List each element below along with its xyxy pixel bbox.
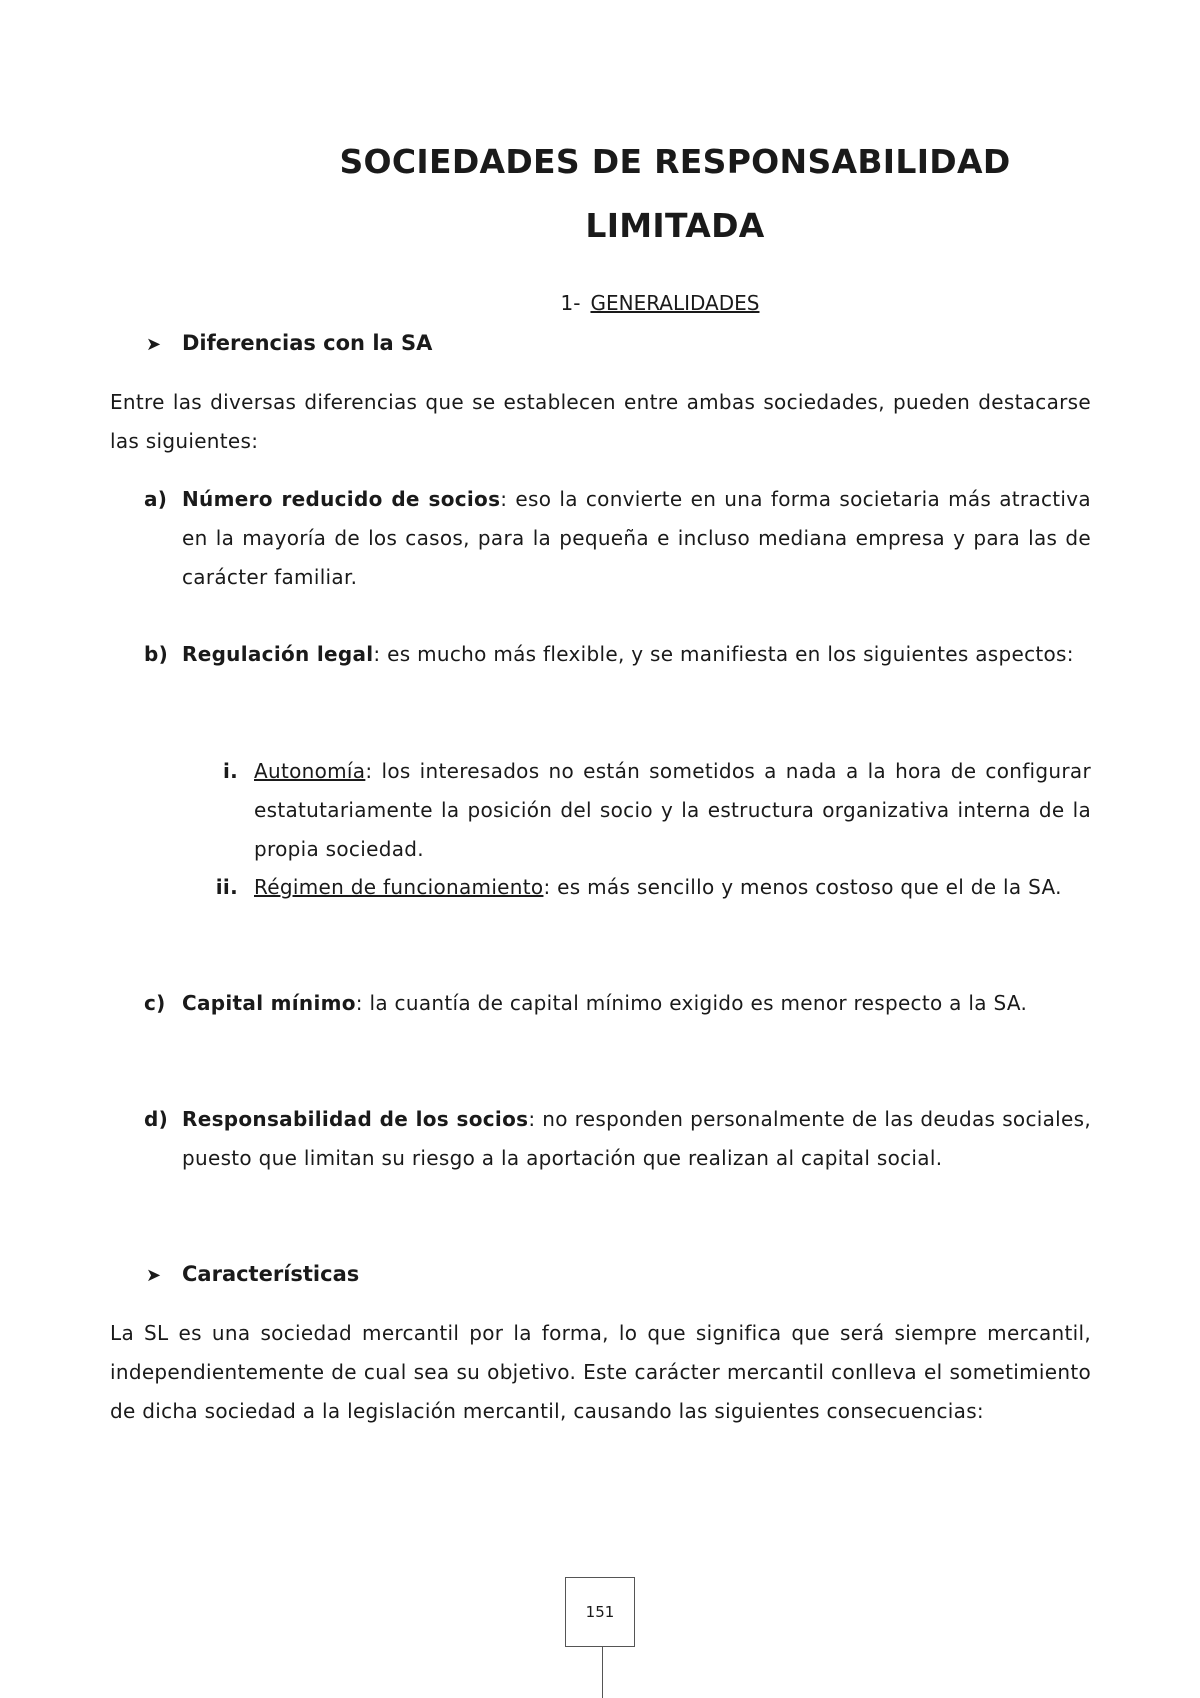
section-heading [0,291,1200,315]
list-item-term: Regulación legal [182,642,374,666]
sublist-item-term: Régimen de funcionamiento [254,875,544,899]
sublist-item-body: : los interesados no están sometidos a nada a la hora de configurar estatutariamente la posición del socio y la estructura organizativa interna de la propia sociedad. [254,759,1091,861]
page-number: 151 [585,1603,615,1621]
sublist-item-text [254,868,1091,907]
list-item-body: : es mucho más flexible, y se manifiesta en los siguientes aspectos: [373,642,1074,666]
subheading-title: Características [182,1262,360,1286]
characteristics-paragraph: La SL es una sociedad mercantil por la forma, lo que significa que será siempre mercantil, independientemente de cual sea su objetivo. Este carácter mercantil conlleva el sometimiento de dicha sociedad a la legislación mercantil, causando las siguientes consecuencias: [110,1321,1091,1423]
section-number: 1- [560,291,581,315]
list-item-label: d) [144,1107,169,1131]
subheading-title: Diferencias con la SA [182,331,433,355]
list-item-c [144,984,1091,1023]
page-number-connector-line [602,1647,603,1698]
list-item-d [144,1100,1091,1178]
section-title: GENERALIDADES [590,291,760,315]
list-item-body: : no responden personalmente de las deudas sociales, puesto que limitan su riesgo a la aportación que realizan al capital social. [182,1107,1091,1170]
sublist-item-label: i. [222,759,238,783]
list-item-term: Capital mínimo [182,991,356,1015]
page-title-line2: LIMITADA [585,206,765,245]
page-number-box [565,1577,635,1647]
list-item-label: c) [144,991,166,1015]
sublist-item-label: ii. [215,875,238,899]
list-item-text [182,635,1091,674]
sublist-item-term: Autonomía [254,759,366,783]
sublist-item-ii [200,868,1091,907]
arrow-bullet-icon: ➤ [146,1265,162,1286]
sublist-item-i [200,752,1091,869]
list-item-body: : la cuantía de capital mínimo exigido es menor respecto a la SA. [355,991,1028,1015]
sublist-item-body: : es más sencillo y menos costoso que el de la SA. [543,875,1062,899]
list-item-b [144,635,1091,674]
sublist-item-text [254,752,1091,869]
list-item-text [182,1100,1091,1178]
list-item-text [182,984,1091,1023]
subheading-caracteristicas [146,1262,359,1286]
subheading-diferencias [146,331,432,355]
list-item-a [144,480,1091,597]
list-item-label: b) [144,642,169,666]
list-item-label: a) [144,487,168,511]
arrow-bullet-icon: ➤ [146,334,162,355]
list-item-text [182,480,1091,597]
list-item-term: Responsabilidad de los socios [182,1107,529,1131]
list-item-body: : eso la convierte en una forma societaria más atractiva en la mayoría de los casos, para la pequeña e incluso mediana empresa y para las de carácter familiar. [182,487,1091,589]
page-title-line1: SOCIEDADES DE RESPONSABILIDAD [339,142,1011,181]
intro-paragraph: Entre las diversas diferencias que se establecen entre ambas sociedades, pueden destacarse las siguientes: [110,390,1091,453]
list-item-term: Número reducido de socios [182,487,501,511]
